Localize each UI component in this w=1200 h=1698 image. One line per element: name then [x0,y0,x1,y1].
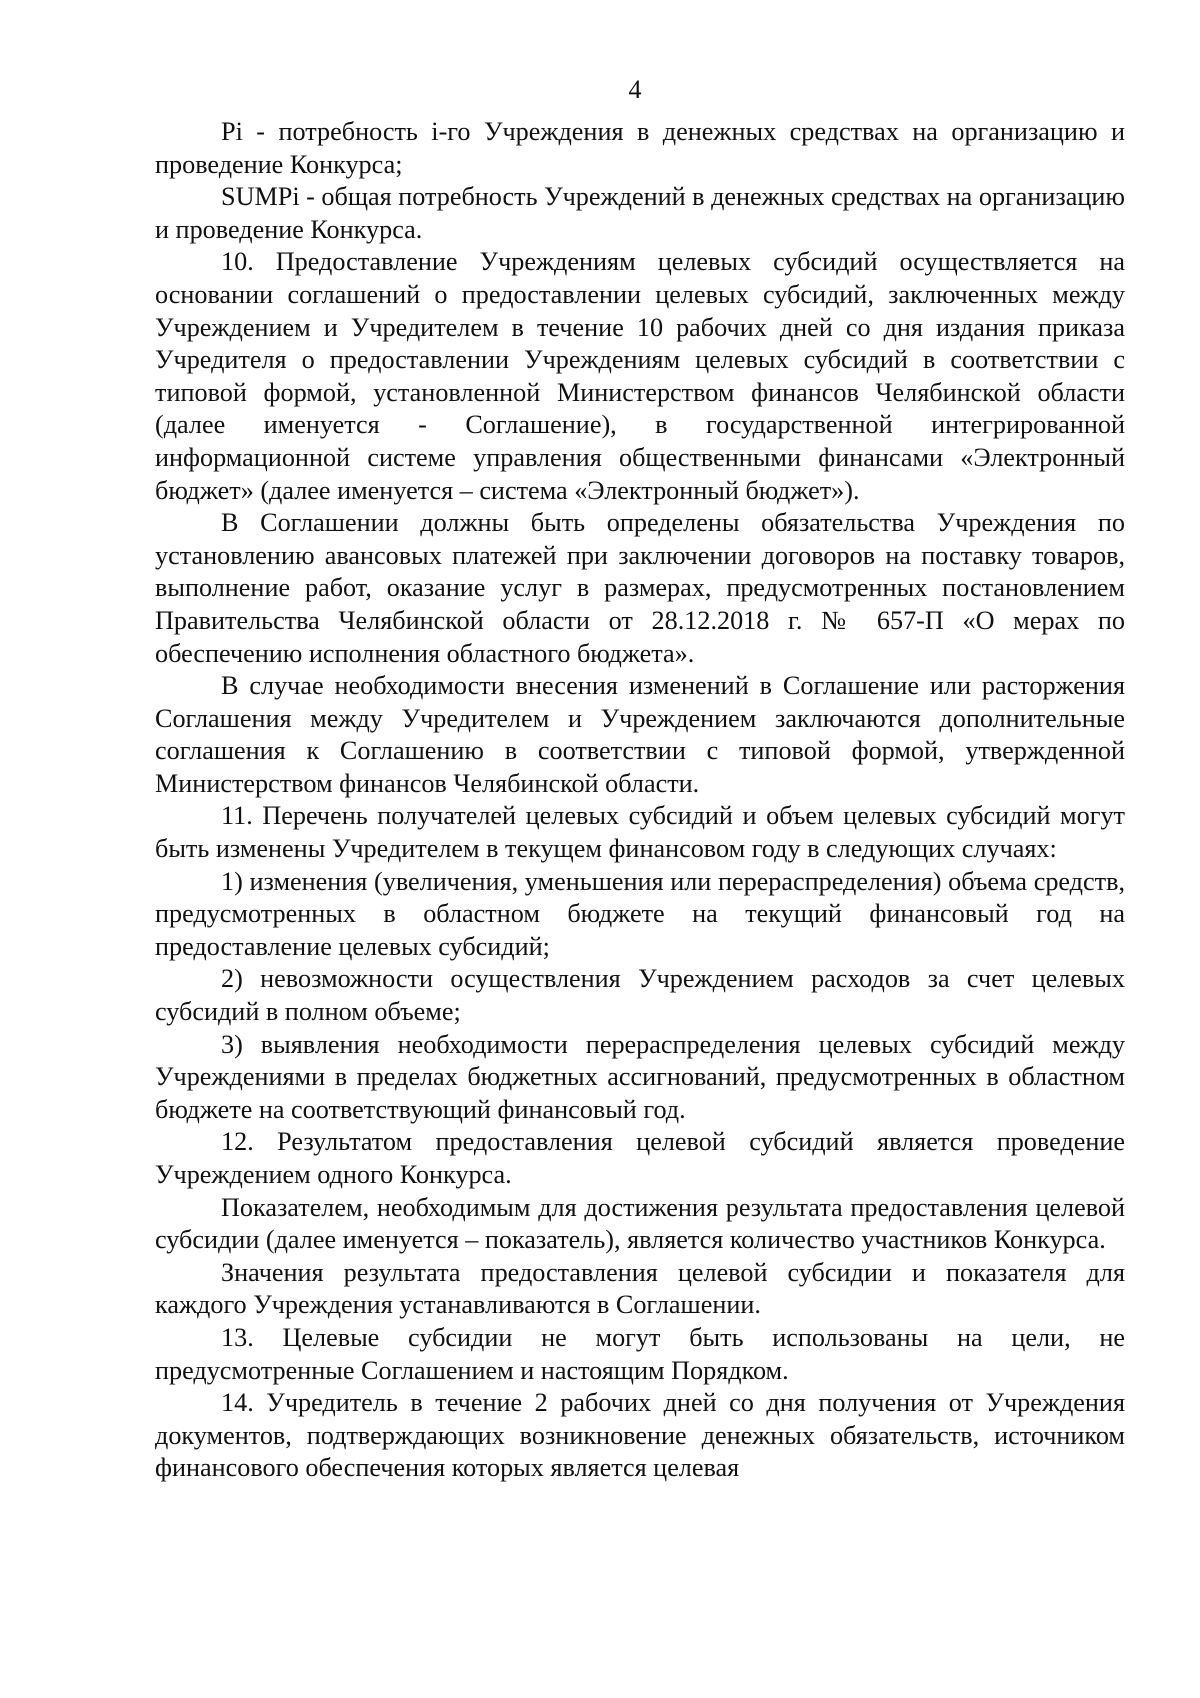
paragraph-clause-11-item-3: 3) выявления необходимости перераспределения целевых субсидий между Учреждениями в пределах бюджетных ассигнований, предусмотренных в областном бюджете на соответствующий финансовый год. [155,1029,1125,1124]
paragraph-clause-10: 10. Предоставление Учреждениям целевых субсидий осуществляется на основании соглашений о предоставлении целевых субсидий, заключенных между Учреждением и Учредителем в течение 10 рабочих дней со дня издания приказа Учредителя о предоставлении Учреждениям целевых субсидий в соответствии с типовой формой, установленной Министерством финансов Челябинской области (далее именуется - Соглашение), в государственной интегрированной информационной системе управления общественными финансами «Электронный бюджет» (далее именуется – система «Электронный бюджет»). [155,247,1125,505]
page-number: 4 [628,75,642,104]
paragraph-sumpi-definition: SUMPi - общая потребность Учреждений в денежных средствах на организацию и проведение Конкурса. [155,182,1125,244]
paragraph-agreement-changes: В случае необходимости внесения изменений в Соглашение или расторжения Соглашения между Учредителем и Учреждением заключаются дополнительные соглашения к Соглашению в соответствии с типовой формой, утвержденной Министерством финансов Челябинской области. [155,671,1125,798]
paragraph-clause-11-item-1: 1) изменения (увеличения, уменьшения или перераспределения) объема средств, предусмотренных в областном бюджете на текущий финансовый год на предоставление целевых субсидий; [155,866,1125,961]
paragraph-clause-11: 11. Перечень получателей целевых субсидий и объем целевых субсидий могут быть изменены Учредителем в текущем финансовом году в следующих случаях: [155,801,1125,864]
paragraph-indicator: Показателем, необходимым для достижения результата предоставления целевой субсидии (далее именуется – показатель), является количество участников Конкурса. [155,1192,1125,1255]
paragraph-pi-definition: Pi - потребность i-го Учреждения в денежных средствах на организацию и проведение Конкурса; [155,117,1125,179]
paragraph-values: Значения результата предоставления целевой субсидии и показателя для каждого Учреждения устанавливаются в Соглашении. [155,1257,1125,1320]
paragraph-clause-11-item-2: 2) невозможности осуществления Учреждением расходов за счет целевых субсидий в полном объеме; [155,964,1125,1027]
paragraph-clause-12: 12. Результатом предоставления целевой субсидий является проведение Учреждением одного Конкурса. [155,1127,1125,1189]
paragraph-clause-14: 14. Учредитель в течение 2 рабочих дней со дня получения от Учреждения документов, подтверждающих возникновение денежных обязательств, источником финансового обеспечения которых является целевая [155,1388,1125,1483]
paragraph-agreement-obligations: В Соглашении должны быть определены обязательства Учреждения по установлению авансовых платежей при заключении договоров на поставку товаров, выполнение работ, оказание услуг в размерах, предусмотренных постановлением Правительства Челябинской области от 28.12.2018 г. № 657-П «О мерах по обеспечению исполнения областного бюджета». [155,508,1125,668]
document-body [155,116,1125,1485]
paragraph-clause-13: 13. Целевые субсидии не могут быть использованы на цели, не предусмотренные Соглашением и настоящим Порядком. [155,1322,1125,1385]
